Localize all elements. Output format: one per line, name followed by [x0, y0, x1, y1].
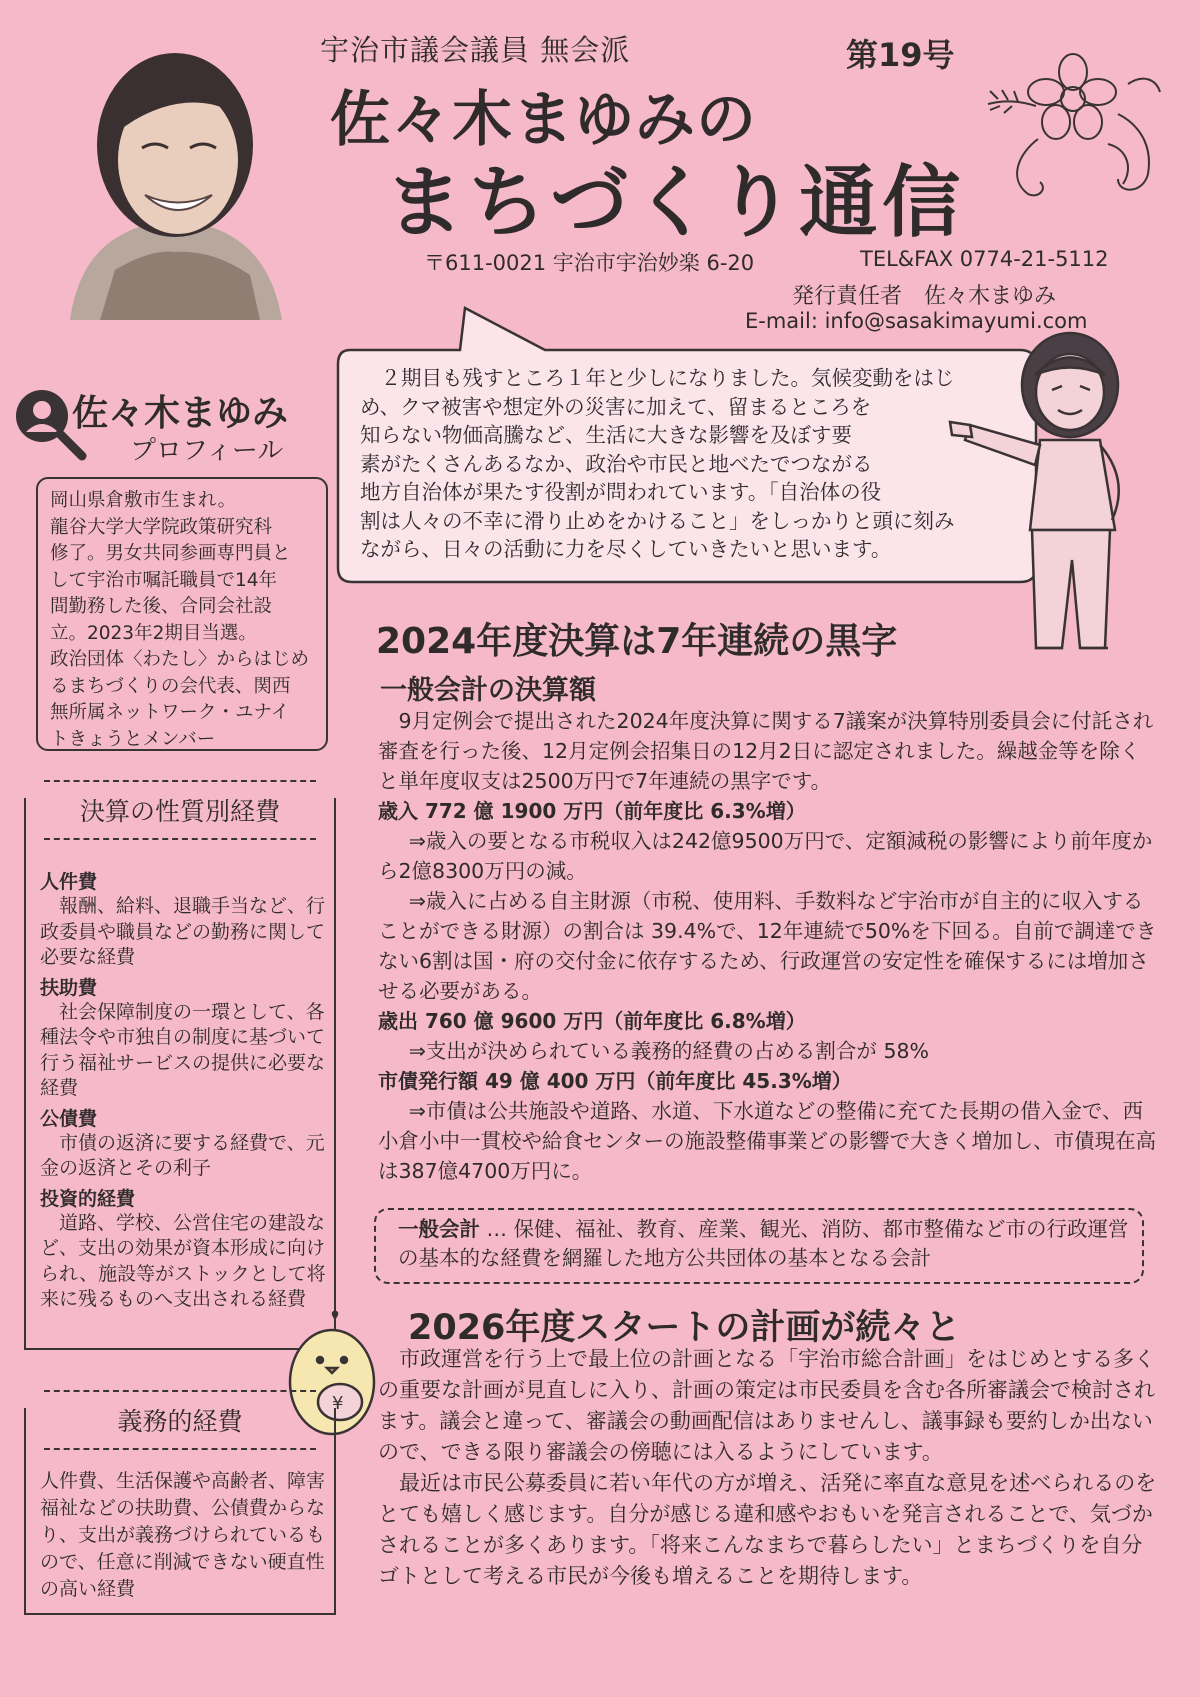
greeting-line: ながら、日々の活動に力を尽くしていきたいと思います。 [360, 537, 892, 561]
profile-line: 岡山県倉敷市生まれ。 [50, 490, 237, 511]
newsletter-title-line2: まちづくり通信 [385, 158, 966, 248]
greeting-line: め、クマ被害や想定外の災害に加えて、留まるところを [360, 394, 872, 419]
svg-text:¥: ¥ [332, 1393, 344, 1414]
profile-line: 間勤務した後、合同会社設 [50, 596, 273, 617]
note-term: 一般会計 [398, 1217, 480, 1241]
greeting-line: 知らない物価高騰など、生活に大きな影響を及ぼす要 [360, 423, 852, 447]
profile-line: るまちづくりの会代表、関西 [50, 675, 291, 697]
note-definition: … 保健、福祉、教育、産業、観光、消防、都市整備など市の行政運営の基本的な経費を網羅した地方公共団体の基本となる会計 [398, 1217, 1129, 1270]
profile-text [50, 488, 322, 753]
profile-line: 立。2023年2期目当選。 [50, 622, 257, 644]
profile-name: 佐々木まゆみ [72, 393, 289, 434]
article1-intro: 9月定例会で提出された2024年度決算に関する7議案が決算特別委員会に付託され審査を行った後、12月定例会招集日の12月2日に認定されました。繰越金等を除くと単年度収支は2500万円で7年連続の黒字です。 [378, 709, 1154, 793]
revenue-paragraph: ⇒歳入に占める自主財源（市税、使用料、手数料など宇治市が自主的に収入することができる財源）の割合は 39.4%で、12年連続で50%を下回る。自前で調達できない6割は国・府の交付金に依存するため、行政運営の安定性を確保するには増加させる必要がある。 [378, 889, 1157, 1003]
profile-subtitle: プロフィール [130, 436, 284, 466]
newsletter-title-line1: 佐々木まゆみの [330, 85, 757, 155]
affiliation: 宇治市議会議員 無会派 [320, 33, 631, 67]
expense-term: 人件費 [40, 871, 98, 893]
mandatory-expense-heading: 義務的経費 [117, 1407, 243, 1436]
greeting-line: 素がたくさんあるなか、政治や市民と地べたでつながる [360, 451, 873, 476]
revenue-heading: 歳入 772 億 1900 万円（前年度比 6.3%増） [378, 799, 806, 823]
greeting-line: ２期目も残すところ１年と少しになりました。気候変動をはじ [360, 366, 955, 390]
profile-line: して宇治市嘱託職員で14年 [50, 569, 278, 591]
expense-desc: 市債の返済に要する経費で、元金の返済とその利子 [40, 1131, 325, 1179]
greeting-line: 割は人々の不幸に滑り止めをかけること」をしっかりと頭に刻み [360, 508, 955, 533]
profile-line: 無所属ネットワーク・ユナイ [50, 702, 290, 723]
profile-line: 龍谷大学大学院政策研究科 [50, 516, 273, 538]
expense-types-list [40, 865, 330, 1313]
expense-paragraph: ⇒支出が決められている義務的経費の占める割合が 58% [408, 1039, 930, 1063]
expense-desc: 社会保障制度の一環として、各種法令や市独自の制度に基づいて行う福祉サービスの提供に必要な経費 [40, 1000, 326, 1099]
expense-term: 投資的経費 [40, 1187, 136, 1210]
bond-paragraph: ⇒市債は公共施設や道路、水道、下水道などの整備に充てた長期の借入金で、西小倉小中一貫校や給食センターの施設整備事業どの影響で大きく増加し、市債現在高は387億4700万円に。 [378, 1099, 1157, 1183]
publisher: 発行責任者 佐々木まゆみ [792, 284, 1057, 309]
issue-number: 第19号 [846, 36, 955, 74]
profile-line: 修了。男女共同参画専門員と [50, 543, 291, 564]
telephone-fax: TEL&FAX 0774-21-5112 [860, 247, 1109, 271]
bond-heading: 市債発行額 49 億 400 万円（前年度比 45.3%増） [378, 1069, 852, 1093]
character-illustration [940, 330, 1150, 660]
article1-title: 2024年度決算は7年連続の黒字 [376, 621, 898, 662]
expense-types-heading: 決算の性質別経費 [79, 797, 280, 826]
revenue-paragraph: ⇒歳入の要となる市税収入は242億9500万円で、定額減税の影響により前年度から2億8300万円の減。 [378, 829, 1153, 883]
article1-body [378, 706, 1158, 1186]
general-account-note [398, 1215, 1138, 1273]
profile-line: 政治団体〈わたし〉からはじめ [50, 649, 310, 670]
portrait-photo [60, 20, 290, 330]
article2-title: 2026年度スタートの計画が続々と [408, 1308, 961, 1348]
article2-paragraph: 市政運営を行う上で最上位の計画となる「宇治市総合計画」をはじめとする多くの重要な計画が見直しに入り、計画の策定は市民委員を含む各所審議会で検討されます。議会と違って、審議会の動画配信はありませんし、議事録も要約しか出ないので、できる限り審議会の傍聴には入るようにしています。 [378, 1347, 1155, 1464]
article1-subtitle: 一般会計の決算額 [380, 675, 596, 706]
postal-address: 〒611-0021 宇治市宇治妙楽 6-20 [424, 251, 755, 275]
email-address: E-mail: info@sasakimayumi.com [745, 309, 1088, 333]
greeting-message [360, 364, 1020, 564]
expense-desc: 報酬、給料、退職手当など、行政委員や職員などの勤務に関して必要な経費 [40, 895, 326, 968]
expense-term: 公債費 [40, 1107, 98, 1130]
profile-line: トきょうとメンバー [50, 728, 216, 750]
expense-desc: 道路、学校、公営住宅の建設など、支出の効果が資本形成に向けられ、施設等がストックとして将来に残るものへ支出される経費 [40, 1211, 326, 1310]
flower-icon [978, 44, 1168, 214]
article2-body [378, 1344, 1158, 1592]
expense-heading: 歳出 760 億 9600 万円（前年度比 6.8%増） [378, 1009, 806, 1033]
article2-paragraph: 最近は市民公募委員に若い年代の方が増え、活発に率直な意見を述べられるのをとても嬉しく感じます。自分が感じる違和感やおもいを発言されることで、気づかされることが多くあります。「将来こんなまちで暮らしたい」とまちづくりを自分ゴトとして考える市民が今後も増えることを期待します。 [378, 1471, 1157, 1588]
expense-term: 扶助費 [40, 976, 98, 999]
mandatory-expense-text: 人件費、生活保護や高齢者、障害福祉などの扶助費、公債費からなり、支出が義務づけられているもので、任意に削減できない硬直性の高い経費 [40, 1470, 326, 1600]
greeting-line: 地方自治体が果たす役割が問われています。「自治体の役 [360, 480, 882, 504]
